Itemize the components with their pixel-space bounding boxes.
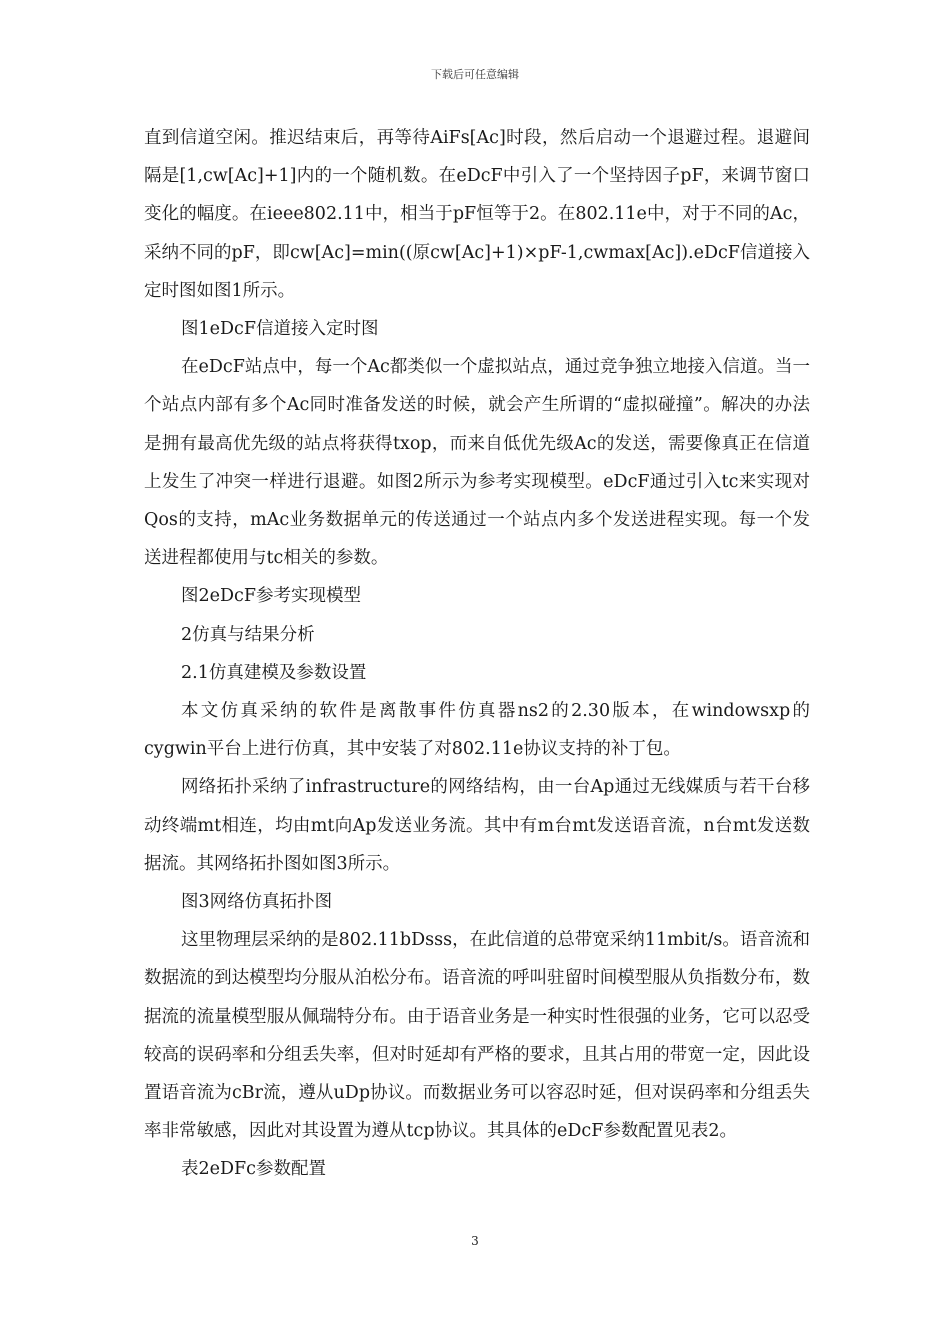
table-caption-2: 表2eDFc参数配置 <box>181 1159 326 1180</box>
subsection-heading-2-1: 2.1仿真建模及参数设置 <box>181 662 367 683</box>
figure-caption-2: 图2eDcF参考实现模型 <box>181 586 361 607</box>
figure-caption-3: 图3网络仿真拓扑图 <box>181 892 333 913</box>
page-number: 3 <box>471 1234 479 1248</box>
figure-caption-1: 图1eDcF信道接入定时图 <box>181 319 379 340</box>
paragraph-virtual-station: 在eDcF站点中，每一个Ac都类似一个虚拟站点，通过竞争独立地接入信道。当一个站点内部有多个Ac同时准备发送的时候，就会产生所谓的“虚拟碰撞”。解决的办法是拥有最高优先级的站点将获得txop，而来自低优先级Ac的发送，需要像真正在信道上发生了冲突一样进行退避。如图2所示为参考实现模型。eDcF通过引入tc来实现对Qos的支持，mAc业务数据单元的传送通过一个站点内多个发送进程实现。每一个发送进程都使用与tc相关的参数。 <box>144 357 810 569</box>
paragraph-topology: 网络拓扑采纳了infrastructure的网络结构，由一台Ap通过无线媒质与若干台移动终端mt相连，均由mt向Ap发送业务流。其中有m台mt发送语音流，n台mt发送数据流。其网络拓扑图如图3所示。 <box>144 777 810 874</box>
paragraph-physical-layer: 这里物理层采纳的是802.11bDsss，在此信道的总带宽采纳11mbit/s。语音流和数据流的到达模型均分服从泊松分布。语音流的呼叫驻留时间模型服从负指数分布，数据流的流量模型服从佩瑞特分布。由于语音业务是一种实时性很强的业务，它可以忍受较高的误码率和分组丢失率，但对时延却有严格的要求，且其占用的带宽一定，因此设置语音流为cBr流，遵从uDp协议。而数据业务可以容忍时延，但对误码率和分组丢失率非常敏感，因此对其设置为遵从tcp协议。其具体的eDcF参数配置见表2。 <box>144 930 810 1142</box>
document-body <box>144 119 810 1189</box>
page-header-note: 下载后可任意编辑 <box>431 68 519 81</box>
section-heading-2: 2仿真与结果分析 <box>181 624 315 645</box>
paragraph-simulator: 本文仿真采纳的软件是离散事件仿真器ns2的2.30版本，在windowsxp的cygwin平台上进行仿真，其中安装了对802.11e协议支持的补丁包。 <box>144 701 810 760</box>
paragraph-edcf-backoff: 直到信道空闲。推迟结束后，再等待AiFs[Ac]时段，然后启动一个退避过程。退避间隔是[1,cw[Ac]+1]内的一个随机数。在eDcF中引入了一个坚持因子pF，来调节窗口变化的幅度。在ieee802.11中，相当于pF恒等于2。在802.11e中，对于不同的Ac，采纳不同的pF，即cw[Ac]=min((原cw[Ac]+1)×pF-1,cwmax[Ac]).eDcF信道接入定时图如图1所示。 <box>144 128 810 301</box>
